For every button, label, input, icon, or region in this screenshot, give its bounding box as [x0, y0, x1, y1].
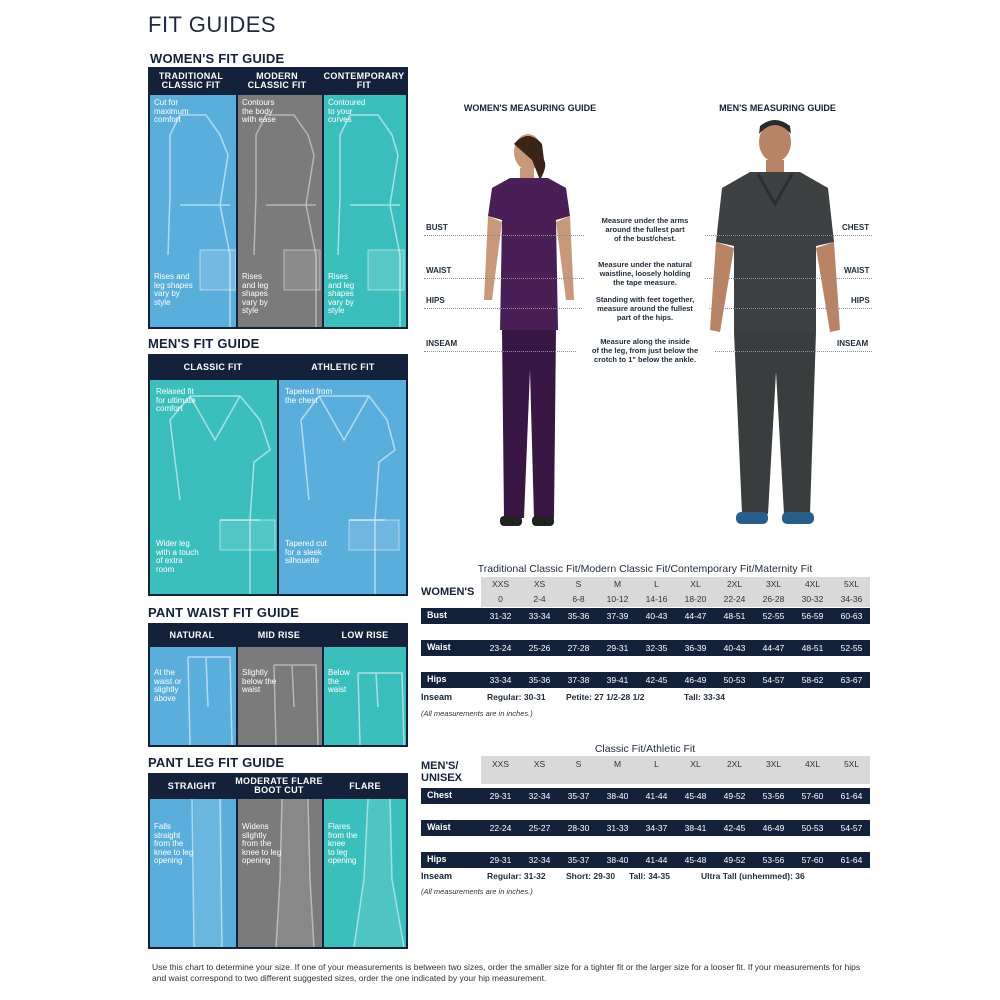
woman-model-figure — [470, 130, 590, 540]
leg-col-header-boot-cut: MODERATE FLARE BOOT CUT — [235, 776, 323, 795]
womens-contemporary-bottom-text: Rises and leg shapes vary by style — [328, 272, 355, 315]
hips-label-men: HIPS — [851, 296, 870, 305]
waist-col-header-natural: NATURAL — [169, 629, 215, 640]
womens-col-header-modern: MODERN CLASSIC FIT — [247, 71, 307, 90]
pant-illustration-icon — [324, 647, 406, 745]
womens-bust-cell-5: 44-47 — [684, 611, 707, 621]
womens-fit-panel — [148, 67, 408, 329]
bust-instruction: Measure under the arms around the fullest part of the bust/chest. — [585, 216, 705, 243]
womens-waist-cell-6: 40-43 — [723, 643, 746, 653]
womens-size-4: L — [654, 579, 659, 589]
mens-hips-cell-2: 35-37 — [567, 855, 590, 865]
womens-modern-top-text: Contours the body with ease — [242, 98, 276, 124]
mens-hips-cell-0: 29-31 — [489, 855, 512, 865]
mens-waist-cell-3: 31-33 — [606, 823, 629, 833]
mens-hips-cell-1: 32-34 — [528, 855, 551, 865]
mens-chest-cell-7: 53-56 — [762, 791, 785, 801]
womens-size-7: 3XL — [765, 579, 782, 589]
womens-numeric-size-6: 22-24 — [723, 594, 746, 604]
mens-fit-panel — [148, 354, 408, 596]
mens-row-label-hips: Hips — [427, 854, 447, 864]
mens-waist-cell-0: 22-24 — [489, 823, 512, 833]
mens-classic-top-text: Relaxed fit for ultimate comfort — [156, 387, 196, 413]
pant-illustration-icon — [238, 647, 322, 745]
mens-size-3: M — [613, 759, 622, 769]
inseam-instruction: Measure along the inside of the leg, from just below the crotch to 1" below the ankle. — [576, 337, 714, 364]
womens-size-6: 2XL — [726, 579, 743, 589]
waist-tile-natural — [150, 647, 236, 745]
mens-athletic-top-text: Tapered from the chest — [285, 387, 333, 405]
waist-col-header-low-rise: LOW RISE — [341, 629, 389, 640]
mens-table-note: (All measurements are in inches.) — [421, 887, 533, 896]
womens-table-title: Traditional Classic Fit/Modern Classic Fit/Contemporary Fit/Maternity Fit — [477, 563, 813, 575]
womens-bust-cell-0: 31-32 — [489, 611, 512, 621]
inseam-label-men: INSEAM — [837, 339, 869, 348]
womens-inseam-label: Inseam — [421, 692, 453, 702]
mens-hips-cell-4: 41-44 — [645, 855, 668, 865]
mens-inseam-short: Short: 29-30 — [566, 871, 616, 881]
womens-numeric-size-2: 6-8 — [572, 594, 585, 604]
womens-hips-cell-3: 39-41 — [606, 675, 629, 685]
womens-table-note: (All measurements are in inches.) — [421, 709, 533, 718]
womens-inseam-tall: Tall: 33-34 — [684, 692, 725, 702]
mens-chest-cell-5: 45-48 — [684, 791, 707, 801]
mens-chest-cell-0: 29-31 — [489, 791, 512, 801]
womens-numeric-size-8: 30-32 — [801, 594, 824, 604]
mens-table-group-label: MEN'S/ UNISEX — [421, 760, 462, 784]
mens-size-9: 5XL — [843, 759, 860, 769]
mens-row-label-waist: Waist — [427, 822, 451, 832]
womens-bust-cell-2: 35-36 — [567, 611, 590, 621]
womens-col-header-contemporary: CONTEMPORARY FIT — [323, 71, 405, 90]
waist-low-rise-text: Below the waist — [328, 668, 350, 694]
womens-row-label-hips: Hips — [427, 674, 447, 684]
womens-hips-cell-9: 63-67 — [840, 675, 863, 685]
mens-waist-cell-1: 25-27 — [528, 823, 551, 833]
hips-label-women: HIPS — [426, 296, 445, 305]
womens-size-1: XS — [533, 579, 546, 589]
mens-chest-cell-1: 32-34 — [528, 791, 551, 801]
mens-chest-cell-4: 41-44 — [645, 791, 668, 801]
mens-tile-classic — [150, 380, 277, 594]
leg-boot-cut-text: Widens slightly from the knee to leg opening — [242, 822, 282, 865]
womens-numeric-size-9: 34-36 — [840, 594, 863, 604]
leg-flare-text: Flares from the knee to leg opening — [328, 822, 358, 865]
womens-waist-cell-9: 52-55 — [840, 643, 863, 653]
womens-hips-cell-1: 35-36 — [528, 675, 551, 685]
mens-inseam-tall: Tall: 34-35 — [629, 871, 670, 881]
womens-size-numbers — [481, 594, 870, 607]
mens-hips-cell-5: 45-48 — [684, 855, 707, 865]
leg-tile-flare — [324, 799, 406, 947]
mens-size-0: XXS — [491, 759, 509, 769]
mens-hips-cell-6: 49-52 — [723, 855, 746, 865]
leg-tile-boot-cut — [238, 799, 322, 947]
footer-instructions: Use this chart to determine your size. If one of your measurements is between two sizes, order the smaller size for a tighter fit or the larger size for a looser fit. If your measurements for hips and waist correspond to two different suggested sizes, order the one indicated by your hip measurement. — [152, 962, 861, 983]
mens-waist-cell-4: 34-37 — [645, 823, 668, 833]
pant-waist-guide-title: PANT WAIST FIT GUIDE — [148, 605, 300, 620]
womens-col-header-traditional: TRADITIONAL CLASSIC FIT — [158, 71, 224, 90]
mens-classic-bottom-text: Wider leg with a touch of extra room — [156, 539, 199, 574]
mens-waist-cell-2: 28-30 — [567, 823, 590, 833]
mens-size-2: S — [575, 759, 582, 769]
mens-hips-cell-9: 61-64 — [840, 855, 863, 865]
mens-chest-cell-2: 35-37 — [567, 791, 590, 801]
womens-bust-cell-4: 40-43 — [645, 611, 668, 621]
womens-bust-cell-9: 60-63 — [840, 611, 863, 621]
pant-leg-guide-title: PANT LEG FIT GUIDE — [148, 755, 285, 770]
pant-leg-panel — [148, 773, 408, 949]
mens-hips-cell-3: 38-40 — [606, 855, 629, 865]
womens-table-group-label: WOMEN'S — [421, 586, 475, 598]
womens-numeric-size-4: 14-16 — [645, 594, 668, 604]
womens-hips-cell-7: 54-57 — [762, 675, 785, 685]
mens-hips-cell-8: 57-60 — [801, 855, 824, 865]
mens-waist-cell-5: 38-41 — [684, 823, 707, 833]
waist-label-women: WAIST — [426, 266, 452, 275]
mens-table-rows — [421, 788, 870, 868]
womens-numeric-size-1: 2-4 — [533, 594, 546, 604]
womens-waist-cell-0: 23-24 — [489, 643, 512, 653]
womens-size-3: M — [613, 579, 622, 589]
bust-label: BUST — [426, 223, 448, 232]
womens-waist-cell-8: 48-51 — [801, 643, 824, 653]
mens-size-5: XL — [690, 759, 701, 769]
mens-waist-cell-7: 46-49 — [762, 823, 785, 833]
womens-hips-cell-4: 42-45 — [645, 675, 668, 685]
womens-hips-cell-6: 50-53 — [723, 675, 746, 685]
waist-tile-low-rise — [324, 647, 406, 745]
womens-traditional-top-text: Cut for maximum comfort — [154, 98, 189, 124]
womens-size-8: 4XL — [804, 579, 821, 589]
womens-row-label-waist: Waist — [427, 642, 451, 652]
womens-numeric-size-3: 10-12 — [606, 594, 629, 604]
womens-hips-cell-2: 37-38 — [567, 675, 590, 685]
mens-waist-cell-6: 42-45 — [723, 823, 746, 833]
womens-table-rows — [421, 608, 870, 688]
mens-col-header-classic: CLASSIC FIT — [183, 361, 243, 372]
womens-hips-cell-5: 46-49 — [684, 675, 707, 685]
womens-measuring-guide-title: WOMEN'S MEASURING GUIDE — [463, 103, 597, 113]
womens-waist-cell-1: 25-26 — [528, 643, 551, 653]
womens-numeric-size-7: 26-28 — [762, 594, 785, 604]
mens-size-1: XS — [533, 759, 546, 769]
womens-contemporary-top-text: Contoured to your curves — [328, 98, 366, 124]
womens-waist-cell-7: 44-47 — [762, 643, 785, 653]
womens-bust-cell-8: 56-59 — [801, 611, 824, 621]
womens-size-2: S — [575, 579, 582, 589]
mens-size-7: 3XL — [765, 759, 782, 769]
womens-size-9: 5XL — [843, 579, 860, 589]
mens-waist-cell-8: 50-53 — [801, 823, 824, 833]
womens-fit-guide-title: WOMEN'S FIT GUIDE — [150, 51, 285, 66]
waist-col-header-mid-rise: MID RISE — [257, 629, 301, 640]
waist-label-men: WAIST — [844, 266, 870, 275]
mens-chest-cell-6: 49-52 — [723, 791, 746, 801]
chest-label: CHEST — [842, 223, 870, 232]
womens-size-0: XXS — [491, 579, 509, 589]
leg-col-header-straight: STRAIGHT — [167, 780, 217, 791]
mens-waist-cell-9: 54-57 — [840, 823, 863, 833]
mens-measuring-guide-title: MEN'S MEASURING GUIDE — [719, 103, 836, 113]
womens-bust-cell-1: 33-34 — [528, 611, 551, 621]
womens-size-5: XL — [690, 579, 701, 589]
man-model-figure — [700, 112, 840, 542]
mens-inseam-ultra-tall: Ultra Tall (unhemmed): 36 — [701, 871, 805, 881]
mens-hips-cell-7: 53-56 — [762, 855, 785, 865]
leg-tile-straight — [150, 799, 236, 947]
mens-size-letters — [481, 759, 870, 772]
womens-traditional-bottom-text: Rises and leg shapes vary by style — [154, 272, 193, 307]
womens-modern-bottom-text: Rises and leg shapes vary by style — [242, 272, 269, 315]
womens-tile-modern — [238, 95, 322, 327]
womens-hips-cell-8: 58-62 — [801, 675, 824, 685]
womens-tile-contemporary — [324, 95, 406, 327]
mens-size-6: 2XL — [726, 759, 743, 769]
hips-instruction: Standing with feet together, measure around the fullest part of the hips. — [582, 295, 708, 322]
womens-size-letters — [481, 579, 870, 592]
womens-waist-cell-3: 29-31 — [606, 643, 629, 653]
womens-hips-cell-0: 33-34 — [489, 675, 512, 685]
leg-col-header-flare: FLARE — [349, 780, 381, 791]
mens-col-header-athletic: ATHLETIC FIT — [311, 361, 375, 372]
waist-natural-text: At the waist or slightly above — [154, 668, 182, 703]
mens-fit-guide-title: MEN'S FIT GUIDE — [148, 336, 260, 351]
mens-athletic-bottom-text: Tapered cut for a sleek silhouette — [285, 539, 327, 565]
mens-chest-cell-8: 57-60 — [801, 791, 824, 801]
waist-instruction: Measure under the natural waistline, loosely holding the tape measure. — [585, 260, 705, 287]
waist-tile-mid-rise — [238, 647, 322, 745]
womens-row-label-bust: Bust — [427, 610, 447, 620]
womens-waist-cell-2: 27-28 — [567, 643, 590, 653]
womens-tile-traditional — [150, 95, 236, 327]
mens-inseam-label: Inseam — [421, 871, 453, 881]
inseam-label-women: INSEAM — [426, 339, 458, 348]
waist-mid-rise-text: Slightly below the waist — [242, 668, 277, 694]
mens-inseam-regular: Regular: 31-32 — [487, 871, 546, 881]
pant-waist-panel — [148, 623, 408, 747]
mens-size-4: L — [654, 759, 659, 769]
mens-table-title: Classic Fit/Athletic Fit — [594, 743, 696, 755]
mens-row-label-chest: Chest — [427, 790, 453, 800]
womens-inseam-petite: Petite: 27 1/2-28 1/2 — [566, 692, 645, 702]
womens-inseam-regular: Regular: 30-31 — [487, 692, 546, 702]
womens-bust-cell-6: 48-51 — [723, 611, 746, 621]
mens-size-8: 4XL — [804, 759, 821, 769]
womens-numeric-size-5: 18-20 — [684, 594, 707, 604]
mens-chest-cell-3: 38-40 — [606, 791, 629, 801]
mens-chest-cell-9: 61-64 — [840, 791, 863, 801]
womens-bust-cell-3: 37-39 — [606, 611, 629, 621]
leg-straight-text: Falls straight from the knee to leg opening — [154, 822, 194, 865]
womens-waist-cell-4: 32-35 — [645, 643, 668, 653]
mens-tile-athletic — [279, 380, 406, 594]
womens-numeric-size-0: 0 — [498, 594, 503, 604]
womens-bust-cell-7: 52-55 — [762, 611, 785, 621]
page-title: FIT GUIDES — [148, 12, 277, 37]
womens-waist-cell-5: 36-39 — [684, 643, 707, 653]
